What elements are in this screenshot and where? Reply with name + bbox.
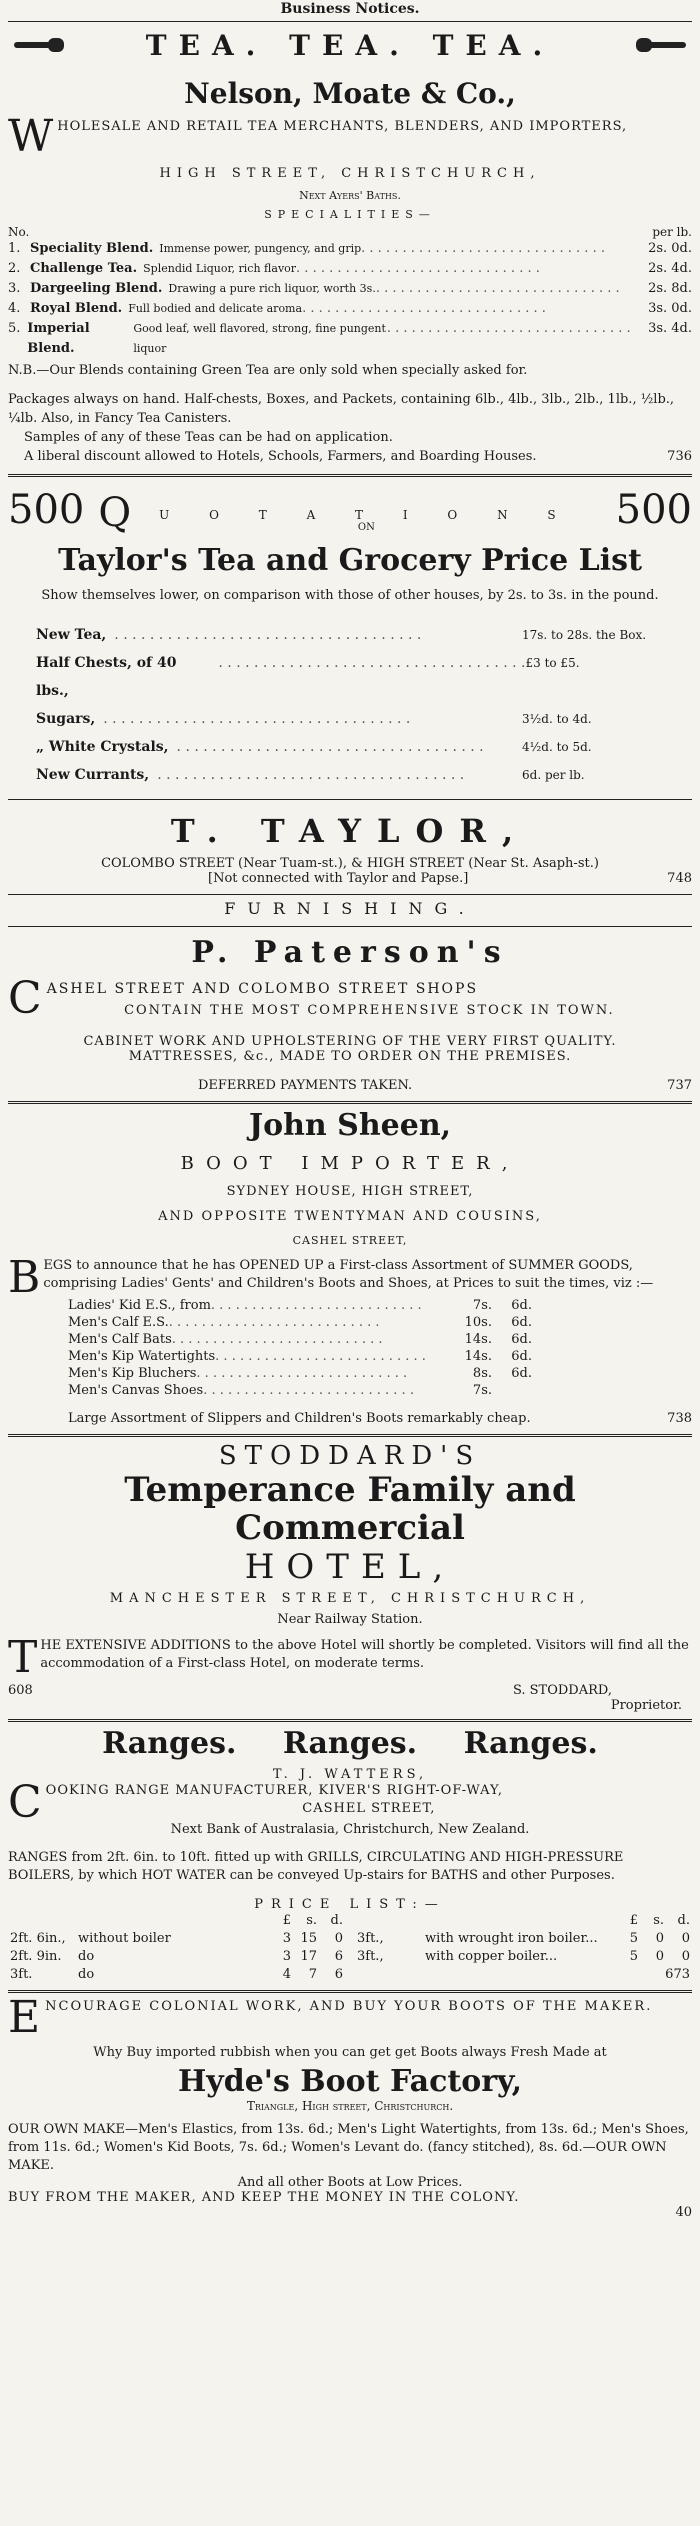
item-name: Imperial Blend. <box>27 321 90 356</box>
item-number: 5. <box>8 321 21 336</box>
item-name: Challenge Tea. <box>30 261 138 276</box>
range-price-d: 0 <box>681 1949 690 1964</box>
item-price: 6d. per lb. <box>522 768 585 782</box>
drop-cap: C <box>8 1777 43 1828</box>
ref-number: 736 <box>667 449 692 464</box>
hyde-advert <box>8 1992 692 2220</box>
range-desc: do <box>78 1949 95 1964</box>
item-price: 3½d. to 4d. <box>522 712 592 726</box>
item-desc: Full bodied and delicate aroma <box>128 302 303 315</box>
header-spacer <box>8 1912 267 1930</box>
divider <box>8 1719 692 1722</box>
price-list-heading: PRICE LIST:— <box>254 1897 446 1912</box>
item-pence: 6d. <box>511 1315 532 1330</box>
stoddard-advert <box>8 1441 692 1713</box>
item-number: 1. <box>8 241 21 256</box>
divider <box>8 474 692 477</box>
list-item <box>68 1348 532 1365</box>
leader-dots: . . . . . . . . . . . . . . . . . . . . . . . . . . <box>171 1332 383 1347</box>
ref-number: 40 <box>675 2205 692 2220</box>
item-name: Sugars, <box>36 711 96 727</box>
ref-number: 673 <box>665 1967 690 1982</box>
range-size: 3ft., <box>357 1931 384 1946</box>
item-name: Men's Canvas Shoes <box>68 1383 204 1398</box>
list-item <box>8 319 692 359</box>
discount-row <box>8 447 692 466</box>
watters-line3: Next Bank of Australasia, Christchurch, New Zealand. <box>170 1822 530 1837</box>
deferred-text: DEFERRED PAYMENTS TAKEN. <box>198 1078 413 1093</box>
list-item <box>68 1297 532 1314</box>
leader-dots: . . . . . . . . . . . . . . . . . . . . . . . . . . . . . . . . . . . <box>157 767 465 783</box>
ref-number: 748 <box>667 871 692 886</box>
stoddard-sign: S. STODDARD, <box>512 1683 612 1698</box>
taylor-note-row <box>8 871 692 886</box>
lsd-header: £ <box>282 1913 291 1928</box>
item-name: New Tea, <box>36 627 107 643</box>
item-name: Ladies' Kid E.S., from <box>68 1298 211 1313</box>
hyde-firm: Hyde's Boot Factory, <box>177 2064 523 2099</box>
ref-number: 608 <box>8 1683 33 1698</box>
stoddard-body <box>8 1632 692 1683</box>
item-pence: 6d. <box>511 1366 532 1381</box>
item-name: Half Chests, of 40 lbs., <box>36 655 177 699</box>
list-item <box>36 649 692 705</box>
drop-cap: C <box>8 973 44 1024</box>
leader-dots: . . . . . . . . . . . . . . . . . . . . . . . . . . . . . . . . . . . <box>218 655 526 671</box>
range-size: 3ft., <box>357 1949 384 1964</box>
table-row <box>355 1930 692 1948</box>
taylor-intro: Show themselves lower, on comparison with those of other houses, by 2s. to 3s. in the pound. <box>41 588 659 603</box>
range-desc: do <box>78 1967 95 1982</box>
taylor-advert <box>8 481 692 886</box>
divider <box>8 21 692 22</box>
item-name: Royal Blend. <box>30 301 123 316</box>
ref-number: 737 <box>667 1078 692 1093</box>
boot-list <box>8 1297 692 1399</box>
range-price-d: 6 <box>334 1949 343 1964</box>
paterson-advert <box>8 899 692 1093</box>
list-item <box>68 1382 532 1399</box>
samples-text: Samples of any of these Teas can be had on application. <box>24 430 393 445</box>
lsd-header: £ <box>629 1913 638 1928</box>
range-desc: with copper boiler... <box>425 1949 558 1964</box>
item-desc: Drawing a pure rich liquor, worth 3s. <box>168 282 376 295</box>
item-price: 2s. 4d. <box>648 261 692 276</box>
pointing-hand-icon <box>632 35 692 55</box>
watters-line1: OOKING RANGE MANUFACTURER, KIVER'S RIGHT-OF-WAY, <box>45 1783 504 1798</box>
divider <box>8 894 692 895</box>
hyde-address: Triangle, High street, Christchurch. <box>246 2099 454 2113</box>
number-left: 500 <box>8 487 85 533</box>
on-text: ON <box>357 522 375 533</box>
item-price: 2s. 0d. <box>648 241 692 256</box>
paterson-cabinet: CABINET WORK AND UPHOLSTERING OF THE VERY FIRST QUALITY. <box>83 1034 617 1049</box>
table-row <box>8 1948 345 1966</box>
item-name: Men's Kip Bluchers <box>68 1366 197 1381</box>
item-name: Dargeeling Blend. <box>30 281 163 296</box>
table-row <box>8 1966 345 1984</box>
packages-text: Packages always on hand. Half-chests, Boxes, and Packets, containing 6lb., 4lb., 3lb., 2lb., 1lb., ½lb., ¼lb. Also, in Fancy Tea Canisters. <box>8 392 675 426</box>
sheen-body <box>8 1252 692 1303</box>
header-spacer <box>355 1912 614 1930</box>
tea-list <box>8 239 692 359</box>
item-shillings: 14s. <box>464 1349 492 1364</box>
range-price-l: 3 <box>282 1931 291 1946</box>
range-price-s: 0 <box>655 1931 664 1946</box>
drop-cap: W <box>8 111 55 162</box>
item-desc: Good leaf, well flavored, strong, fine pungent liquor <box>133 322 386 355</box>
range-price-s: 0 <box>655 1949 664 1964</box>
page-header: Business Notices. <box>280 1 420 17</box>
watters-lines <box>8 1777 692 1828</box>
range-size: 3ft. <box>10 1967 33 1982</box>
item-price: 4½d. to 5d. <box>522 740 592 754</box>
range-price-d: 0 <box>334 1931 343 1946</box>
watters-line2: CASHEL STREET, <box>302 1801 436 1816</box>
paterson-firm: P. Paterson's <box>191 935 509 970</box>
price-table-left <box>8 1912 345 1984</box>
item-shillings: 7s. <box>472 1298 492 1313</box>
table-row <box>355 1966 692 1984</box>
list-item <box>36 705 692 733</box>
range-price-d: 0 <box>681 1931 690 1946</box>
stoddard-near: Near Railway Station. <box>277 1612 423 1627</box>
taylor-firm: T. TAYLOR, <box>170 812 530 850</box>
list-item <box>8 299 692 319</box>
item-price: 17s. to 28s. the Box. <box>522 628 647 642</box>
hyde-why: Why Buy imported rubbish when you can get get Boots always Fresh Made at <box>93 2045 607 2060</box>
leader-dots: . . . . . . . . . . . . . . . . . . . . . . . . . . <box>215 1349 426 1364</box>
item-pence: 6d. <box>511 1298 532 1313</box>
ref-number: 738 <box>667 1411 692 1426</box>
hyde-body: OUR OWN MAKE—Men's Elastics, from 13s. 6d.; Men's Light Watertights, from 13s. 6d.; Men's Shoes, from 11s. 6d.; Women's Kid Boots, 7s. 6d.; Women's Levant do. (fancy stitched), 8s. 6d.—OUR OWN MAKE. <box>8 2122 689 2173</box>
sheen-body-text: EGS to announce that he has OPENED UP a First-class Assortment of SUMMER GOODS, comprising Ladies' Gents' and Children's Boots and Shoes, at Prices to suit the times, viz :— <box>43 1258 654 1291</box>
divider <box>8 926 692 927</box>
item-price: £3 to £5. <box>525 656 580 670</box>
range-price-s: 15 <box>300 1931 317 1946</box>
range-price-l: 3 <box>282 1949 291 1964</box>
leader-dots: . . . . . . . . . . . . . . . . . . . . . . . . . . . . . . <box>296 261 540 276</box>
taylor-address: COLOMBO STREET (Near Tuam-st.), & HIGH STREET (Near St. Asaph-st.) <box>101 856 599 871</box>
leader-dots: . . . . . . . . . . . . . . . . . . . . . . . . . . <box>196 1366 408 1381</box>
taylor-note: [Not connected with Taylor and Papse.] <box>208 871 469 886</box>
item-name: Speciality Blend. <box>30 241 154 256</box>
hyde-encourage <box>8 1992 692 2043</box>
sheen-line2: SYDNEY HOUSE, HIGH STREET, <box>226 1184 474 1199</box>
stoddard-body-text: HE EXTENSIVE ADDITIONS to the above Hotel will shortly be completed. Visitors will find all the accommodation of a First-class Hotel, on moderate terms. <box>40 1638 689 1671</box>
range-size: 2ft. 6in., <box>10 1931 66 1946</box>
item-desc: Immense power, pungency, and grip <box>159 242 362 255</box>
item-desc: Splendid Liquor, rich flavor <box>143 262 297 275</box>
range-desc: without boiler <box>78 1931 171 1946</box>
trade-text: HOLESALE AND RETAIL TEA MERCHANTS, BLENDERS, AND IMPORTERS, <box>57 119 628 134</box>
stoddard-role: Proprietor. <box>610 1698 682 1713</box>
firm-name: Nelson, Moate & Co., <box>184 77 516 110</box>
list-item <box>68 1365 532 1382</box>
sheen-advert <box>8 1108 692 1426</box>
stoddard-title2: HOTEL, <box>244 1547 456 1587</box>
watters-body: RANGES from 2ft. 6in. to 10ft. fitted up with GRILLS, CIRCULATING AND HIGH-PRESSURE BOILERS, by which HOT WATER can be conveyed Up-stairs for BATHS and other Purposes. <box>8 1850 624 1883</box>
watters-advert <box>8 1726 692 1984</box>
list-item <box>68 1331 532 1348</box>
range-price-s: 17 <box>300 1949 317 1964</box>
list-item <box>36 733 692 761</box>
quotations-text: U O T A T I O N S <box>159 508 574 522</box>
sheen-line4: CASHEL STREET, <box>292 1234 408 1247</box>
stoddard-address: MANCHESTER STREET, CHRISTCHURCH, <box>109 1591 591 1606</box>
item-shillings: 8s. <box>472 1366 492 1381</box>
list-item <box>8 279 692 299</box>
sheen-footer-text: Large Assortment of Slippers and Children's Boots remarkably cheap. <box>68 1411 531 1426</box>
address: HIGH STREET, CHRISTCHURCH, <box>159 166 541 181</box>
col-header <box>8 225 692 239</box>
leader-dots: . . . . . . . . . . . . . . . . . . . . . . . . . . . . . . <box>302 301 546 316</box>
item-pence: 6d. <box>511 1332 532 1347</box>
nb-text: N.B.—Our Blends containing Green Tea are only sold when specially asked for. <box>8 363 528 378</box>
divider <box>8 1990 692 1993</box>
price-table-right <box>355 1912 692 1984</box>
discount-text: A liberal discount allowed to Hotels, Schools, Farmers, and Boarding Houses. <box>24 449 537 464</box>
sheen-firm: John Sheen, <box>248 1108 452 1143</box>
range-price-l: 5 <box>629 1949 638 1964</box>
specialities-heading: SPECIALITIES— <box>264 208 436 221</box>
tea-banner: TEA. TEA. TEA. <box>145 28 555 62</box>
leader-dots: . . . . . . . . . . . . . . . . . . . . . . . . . . . . . . <box>375 281 620 296</box>
leader-dots: . . . . . . . . . . . . . . . . . . . . . . . . . . . . . . . . . . . <box>114 627 422 643</box>
list-item <box>68 1314 532 1331</box>
leader-dots: . . . . . . . . . . . . . . . . . . . . . . . . . . . . . . <box>361 241 605 256</box>
near-text: Next Ayers' Baths. <box>299 189 401 202</box>
list-item <box>36 621 692 649</box>
range-price-l: 5 <box>629 1931 638 1946</box>
stoddard-title1: Temperance Family and Commercial <box>124 1470 576 1548</box>
paterson-mattresses: MATTRESSES, &c., MADE TO ORDER ON THE PREMISES. <box>128 1049 572 1064</box>
divider <box>8 799 692 800</box>
range-price-l: 4 <box>282 1967 291 1982</box>
item-name: Men's Calf Bats <box>68 1332 172 1347</box>
paterson-footer <box>8 1078 692 1093</box>
drop-cap: E <box>8 1992 43 2043</box>
item-shillings: 14s. <box>464 1332 492 1347</box>
list-item <box>8 259 692 279</box>
sheen-line3: AND OPPOSITE TWENTYMAN AND COUSINS, <box>158 1209 542 1224</box>
pointing-hand-icon <box>8 35 68 55</box>
item-name: New Currants, <box>36 767 150 783</box>
paterson-stock: CONTAIN THE MOST COMPREHENSIVE STOCK IN TOWN. <box>124 1003 615 1018</box>
divider <box>8 1101 692 1104</box>
ranges-title: Ranges. Ranges. Ranges. <box>102 1726 598 1761</box>
table-row <box>355 1948 692 1966</box>
table-row <box>8 1930 345 1948</box>
drop-cap: T <box>8 1632 38 1683</box>
leader-dots: . . . . . . . . . . . . . . . . . . . . . . . . . . . . . . . . . . . <box>176 739 484 755</box>
lsd-header: d. <box>330 1913 343 1928</box>
table-header-row <box>8 1912 345 1930</box>
item-shillings: 10s. <box>464 1315 492 1330</box>
leader-dots: . . . . . . . . . . . . . . . . . . . . . . . . . . <box>203 1383 414 1398</box>
divider <box>8 1434 692 1437</box>
lsd-header: s. <box>653 1913 664 1928</box>
sheen-line1: BOOT IMPORTER, <box>180 1153 520 1174</box>
item-pence: 6d. <box>511 1349 532 1364</box>
item-shillings: 7s. <box>472 1383 492 1398</box>
sheen-footer <box>8 1411 692 1426</box>
nelson-advert <box>8 25 692 466</box>
item-name: Men's Calf E.S. <box>68 1315 169 1330</box>
drop-cap: B <box>8 1252 41 1303</box>
item-name: „ White Crystals, <box>36 739 169 755</box>
trade-line <box>8 111 692 162</box>
item-price: 3s. 4d. <box>648 321 692 336</box>
furnishing-heading: FURNISHING. <box>224 899 476 918</box>
stoddard-name: STODDARD'S <box>218 1441 482 1471</box>
leader-dots: . . . . . . . . . . . . . . . . . . . . . . . . . . . . . . . . . . . <box>103 711 411 727</box>
range-desc: with wrought iron boiler... <box>425 1931 598 1946</box>
hyde-other: And all other Boots at Low Prices. <box>237 2175 463 2190</box>
leader-dots: . . . . . . . . . . . . . . . . . . . . . . . . . . <box>168 1315 380 1330</box>
item-name: Men's Kip Watertights <box>68 1349 216 1364</box>
item-number: 3. <box>8 281 21 296</box>
range-price-s: 7 <box>308 1967 317 1982</box>
item-price: 2s. 8d. <box>648 281 692 296</box>
leader-dots: . . . . . . . . . . . . . . . . . . . . . . . . . . . . . . <box>386 321 631 336</box>
taylor-title: Taylor's Tea and Grocery Price List <box>58 543 642 578</box>
lsd-header: s. <box>306 1913 317 1928</box>
item-price: 3s. 0d. <box>648 301 692 316</box>
leader-dots: . . . . . . . . . . . . . . . . . . . . . . . . . . <box>210 1298 422 1313</box>
list-item <box>36 761 692 789</box>
paterson-line <box>8 973 692 1024</box>
stoddard-sign-row <box>8 1683 692 1713</box>
range-price-d: 6 <box>334 1967 343 1982</box>
item-number: 4. <box>8 301 21 316</box>
number-right: 500 <box>615 487 692 533</box>
range-size: 2ft. 9in. <box>10 1949 62 1964</box>
paterson-shops: ASHEL STREET AND COLOMBO STREET SHOPS <box>46 981 479 997</box>
price-columns <box>8 1912 692 1984</box>
lsd-header: d. <box>677 1913 690 1928</box>
watters-name: T. J. WATTERS, <box>272 1767 428 1782</box>
col-no: No. <box>8 225 30 239</box>
hyde-slogan: BUY FROM THE MAKER, AND KEEP THE MONEY IN THE COLONY. <box>8 2190 520 2205</box>
hyde-line1: NCOURAGE COLONIAL WORK, AND BUY YOUR BOOTS OF THE MAKER. <box>45 1999 653 2014</box>
col-per: per lb. <box>652 225 692 239</box>
list-item <box>8 239 692 259</box>
item-number: 2. <box>8 261 21 276</box>
table-header-row <box>355 1912 692 1930</box>
q-cap: Q <box>98 490 132 536</box>
taylor-price-list <box>8 621 692 789</box>
